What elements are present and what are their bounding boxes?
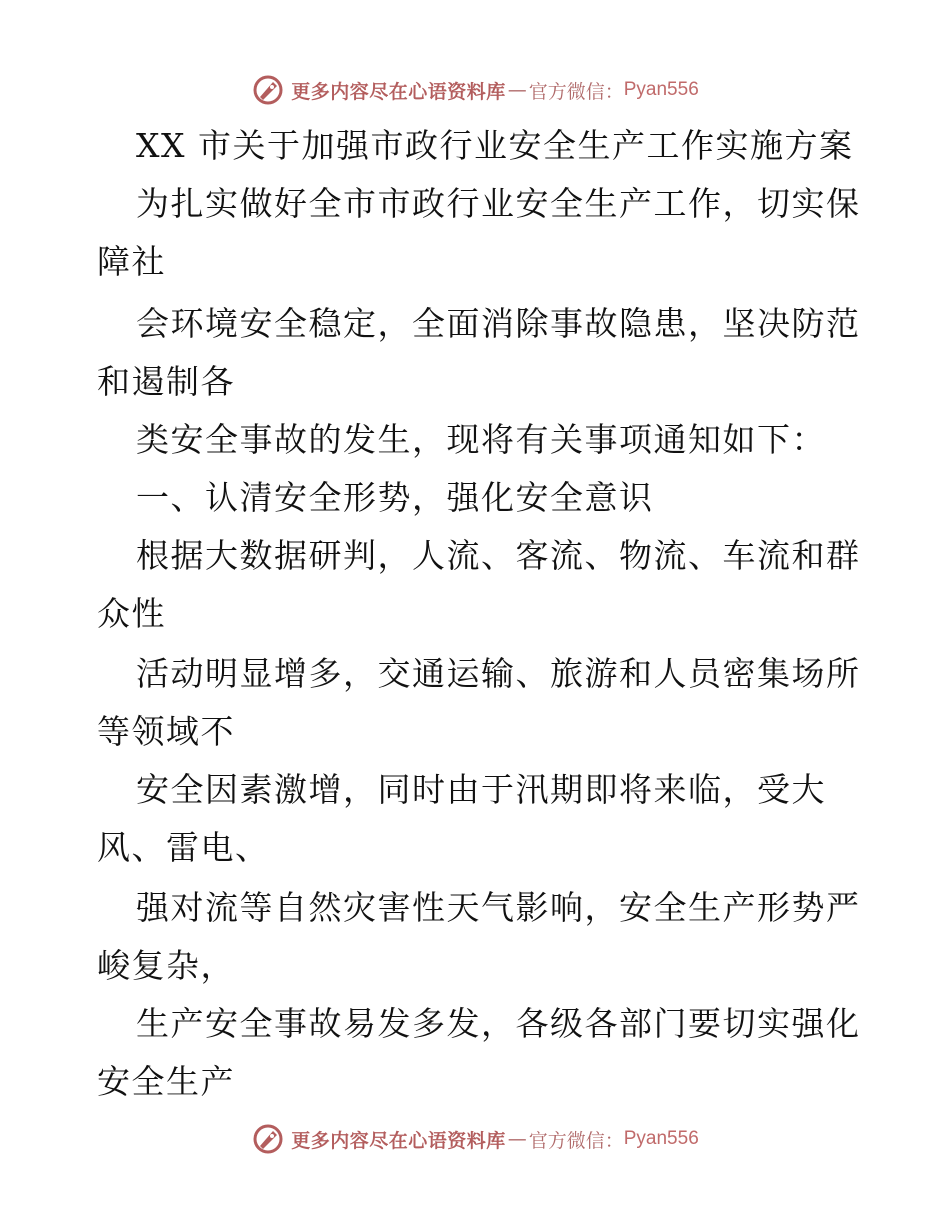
paragraph-line: 等领域不 [97, 712, 235, 751]
paragraph-line: 为扎实做好全市市政行业安全生产工作，切实保 [136, 184, 861, 223]
banner-wechat-id: Pyan556 [623, 1128, 699, 1149]
paragraph-line: 类安全事故的发生，现将有关事项通知如下： [136, 420, 826, 459]
banner-text: 更多内容尽在心语资料库 [291, 80, 506, 103]
pen-nib-logo-icon [251, 1122, 285, 1156]
paragraph-line: 根据大数据研判，人流、客流、物流、车流和群 [136, 536, 861, 575]
paragraph-line: 障社 [97, 242, 166, 281]
paragraph-line: 风、雷电、 [97, 828, 270, 867]
document-title: XX 市关于加强市政行业安全生产工作实施方案 [136, 126, 854, 165]
footer-banner [0, 1119, 950, 1159]
section-heading: 一、认清安全形势，强化安全意识 [136, 478, 654, 517]
banner-dash: — [507, 79, 527, 101]
banner-dash: — [507, 1128, 527, 1150]
paragraph-line: 会环境安全稳定，全面消除事故隐患，坚决防范 [136, 304, 861, 343]
paragraph-line: 安全因素激增，同时由于汛期即将来临，受大 [136, 770, 826, 809]
paragraph-line: 生产安全事故易发多发，各级各部门要切实强化 [136, 1004, 861, 1043]
banner-wechat-label: 官方微信： [528, 1129, 624, 1152]
header-banner [0, 70, 950, 110]
banner-text: 更多内容尽在心语资料库 [291, 1129, 506, 1152]
paragraph-line: 安全生产 [97, 1062, 235, 1101]
pen-nib-logo-icon [251, 73, 285, 107]
paragraph-line: 强对流等自然灾害性天气影响，安全生产形势严 [136, 888, 861, 927]
banner-wechat-label: 官方微信： [528, 80, 624, 103]
paragraph-line: 和遏制各 [97, 362, 235, 401]
paragraph-line: 众性 [97, 594, 166, 633]
banner-wechat-id: Pyan556 [623, 79, 699, 100]
paragraph-line: 峻复杂， [97, 946, 235, 985]
paragraph-line: 活动明显增多，交通运输、旅游和人员密集场所 [136, 654, 861, 693]
